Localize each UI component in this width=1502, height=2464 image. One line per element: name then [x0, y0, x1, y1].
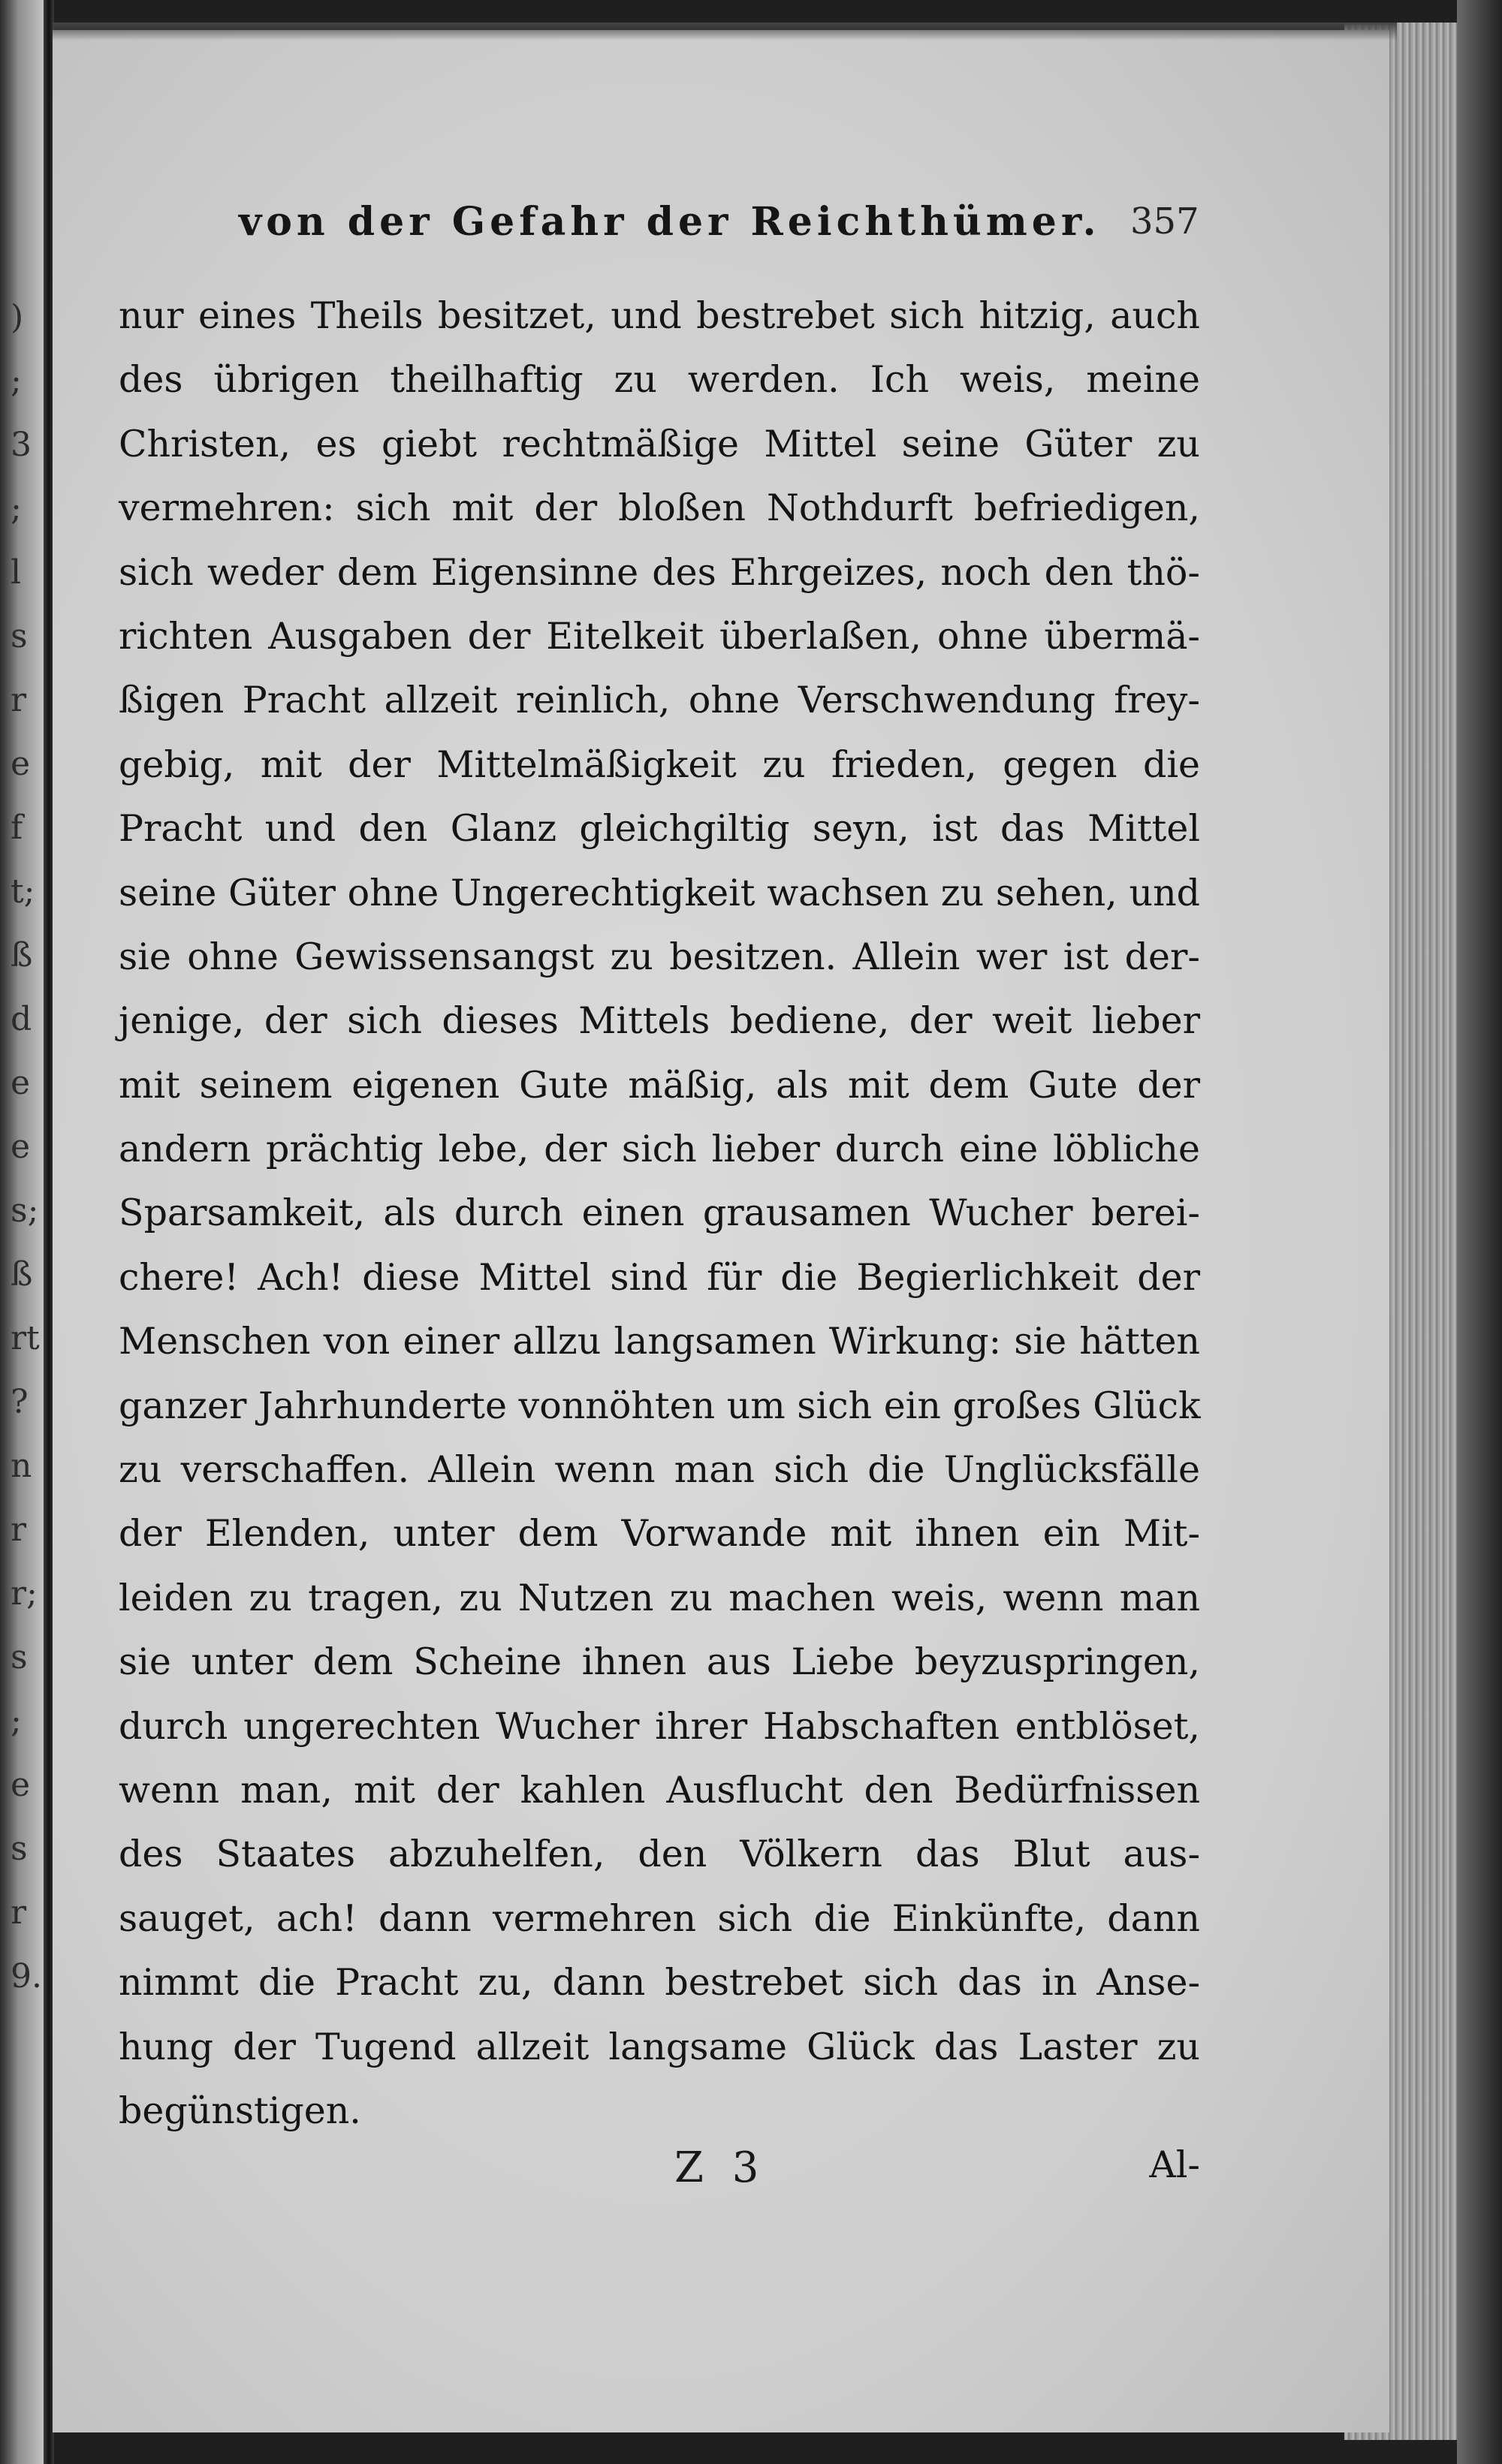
text-line: wenn man, mit der kahlen Ausflucht den Bedürfnissen — [119, 1768, 1200, 1812]
text-line: chere! Ach! diese Mittel sind für die Begierlichkeit der — [119, 1255, 1200, 1299]
facing-page-fragment: e — [11, 1766, 31, 1804]
page-footer — [119, 2143, 1200, 2211]
facing-page-fragment: d — [11, 1000, 32, 1038]
text-line: ßigen Pracht allzeit reinlich, ohne Verschwendung frey- — [119, 679, 1200, 722]
text-line: Menschen von einer allzu langsamen Wirkung: sie hätten — [119, 1320, 1200, 1363]
facing-page-fragment: ? — [11, 1383, 29, 1421]
facing-page-fragment: s — [11, 1830, 28, 1868]
facing-page-fragment: ; — [11, 489, 22, 528]
text-line: Sparsamkeit, als durch einen grausamen Wucher berei- — [119, 1191, 1200, 1235]
text-line: sauget, ach! dann vermehren sich die Einkünfte, dann — [119, 1896, 1200, 1940]
page-top-shadow — [53, 23, 1397, 41]
facing-page-fragment: s — [11, 1638, 28, 1676]
facing-page-fragment: 9. — [11, 1957, 42, 1996]
text-line: mit seinem eigenen Gute mäßig, als mit dem Gute der — [119, 1063, 1200, 1107]
page-header — [239, 199, 1215, 259]
facing-page-edge — [0, 0, 47, 2464]
text-line: sie ohne Gewissensangst zu besitzen. Allein wer ist der- — [119, 935, 1200, 978]
text-line: Pracht und den Glanz gleichgiltig seyn, ist das Mittel — [119, 807, 1200, 851]
facing-page-fragment: 3 — [11, 426, 32, 464]
facing-page-fragment: r — [11, 681, 27, 719]
text-line: vermehren: sich mit der bloßen Nothdurft befriedigen, — [119, 486, 1200, 530]
book-cover-edge — [1457, 0, 1502, 2464]
facing-page-fragment: ; — [11, 1702, 22, 1740]
facing-page-fragment: ; — [11, 362, 22, 400]
facing-page-fragment: e — [11, 1064, 31, 1102]
text-line: sich weder dem Eigensinne des Ehrgeizes, noch den thö- — [119, 550, 1200, 594]
text-line: begünstigen. — [119, 2089, 361, 2132]
text-line: Christen, es giebt rechtmäßige Mittel seine Güter zu — [119, 422, 1200, 465]
running-head: von der Gefahr der Reichthümer. — [239, 199, 1101, 245]
facing-page-fragments — [11, 285, 42, 2087]
page-number: 357 — [1130, 200, 1199, 242]
facing-page-fragment: ß — [11, 1255, 33, 1294]
body-text — [119, 284, 1200, 2143]
text-line: sie unter dem Scheine ihnen aus Liebe beyzuspringen, — [119, 1640, 1200, 1684]
facing-page-fragment: e — [11, 1128, 31, 1166]
signature-mark: Z 3 — [674, 2143, 767, 2192]
text-line: andern prächtig lebe, der sich lieber durch eine löbliche — [119, 1128, 1200, 1171]
catchword: Al- — [1149, 2143, 1200, 2186]
facing-page-fragment: ß — [11, 936, 33, 974]
text-line: des Staates abzuhelfen, den Völkern das Blut aus- — [119, 1833, 1200, 1876]
facing-page-fragment: t; — [11, 872, 35, 911]
facing-page-fragment: s — [11, 617, 28, 655]
text-line: durch ungerechten Wucher ihrer Habschaften entblöset, — [119, 1704, 1200, 1748]
facing-page-fragment: s; — [11, 1191, 39, 1230]
text-line: nimmt die Pracht zu, dann bestrebet sich das in Anse- — [119, 1961, 1200, 2005]
text-line: hung der Tugend allzeit langsame Glück das Laster zu — [119, 2025, 1200, 2068]
facing-page-fragment: e — [11, 745, 31, 783]
facing-page-fragment: f — [11, 809, 23, 847]
facing-page-fragment: r — [11, 1511, 27, 1549]
text-line: jenige, der sich dieses Mittels bediene, der weit lieber — [119, 999, 1200, 1043]
text-line: der Elenden, unter dem Vorwande mit ihnen ein Mit- — [119, 1512, 1200, 1556]
facing-page-fragment: ) — [11, 298, 24, 336]
facing-page-fragment: r; — [11, 1574, 38, 1613]
text-line: zu verschaffen. Allein wenn man sich die Unglücksfälle — [119, 1448, 1200, 1492]
text-line: leiden zu tragen, zu Nutzen zu machen weis, wenn man — [119, 1576, 1200, 1619]
text-line: des übrigen theilhaftig zu werden. Ich weis, meine — [119, 358, 1200, 402]
text-line: ganzer Jahrhunderte vonnöhten um sich ein großes Glück — [119, 1384, 1201, 1427]
facing-page-fragment: r — [11, 1893, 27, 1932]
text-line: gebig, mit der Mittelmäßigkeit zu frieden, gegen die — [119, 743, 1200, 786]
text-line: richten Ausgaben der Eitelkeit überlaßen, ohne übermä- — [119, 614, 1200, 658]
facing-page-fragment: rt — [11, 1319, 40, 1357]
text-line: nur eines Theils besitzet, und bestrebet sich hitzig, auch — [119, 294, 1200, 337]
facing-page-fragment: l — [11, 553, 22, 592]
text-line: seine Güter ohne Ungerechtigkeit wachsen zu sehen, und — [119, 871, 1200, 914]
facing-page-fragment: n — [11, 1447, 32, 1485]
